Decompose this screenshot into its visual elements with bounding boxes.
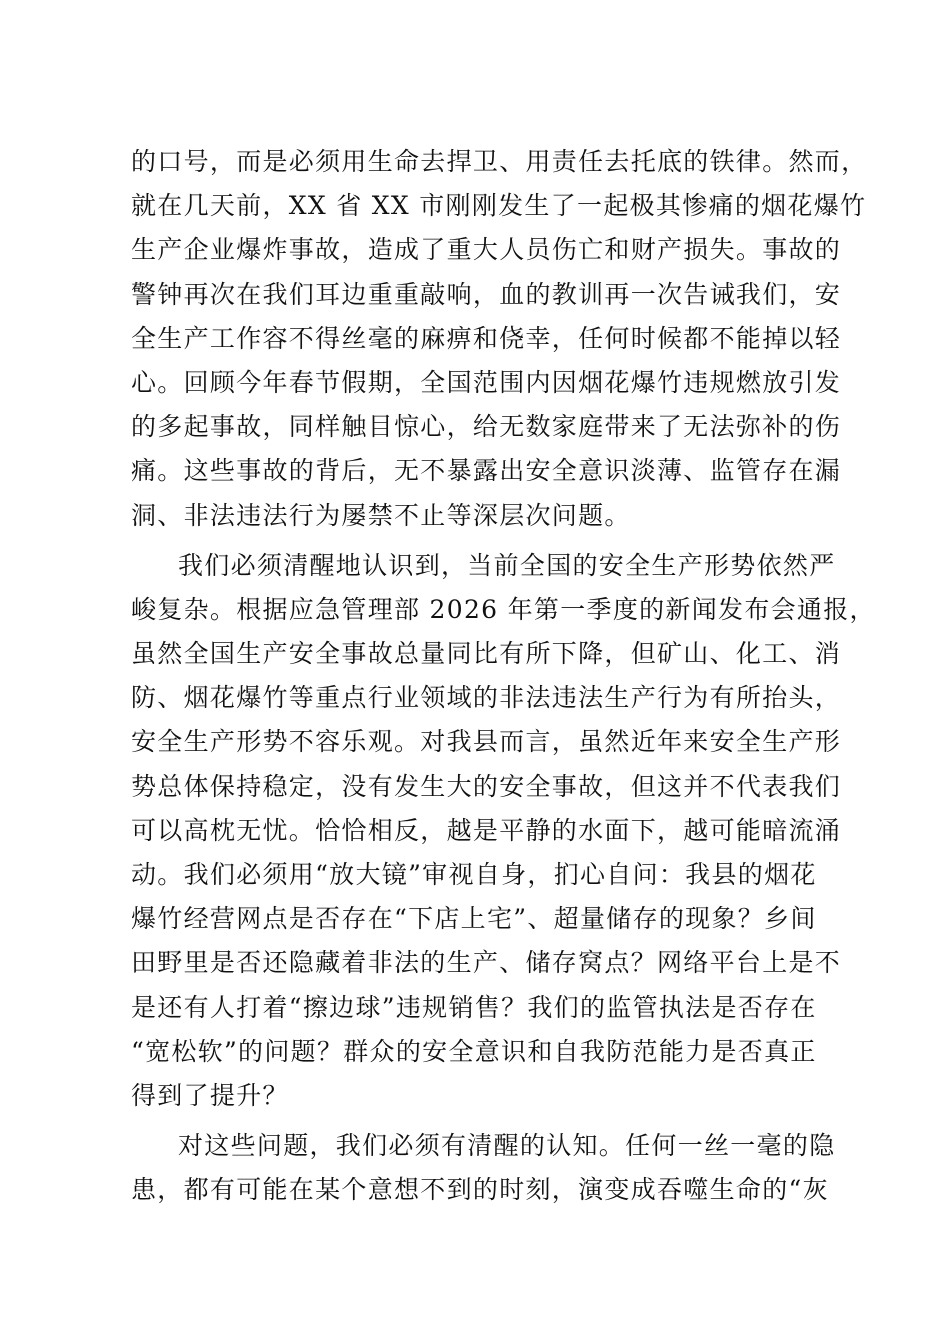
text-line: 就在几天前，XX 省 XX 市刚刚发生了一起极其惨痛的烟花爆竹: [131, 191, 867, 221]
text-line: 的口号，而是必须用生命去捍卫、用责任去托底的铁律。然而，: [131, 147, 868, 176]
text-line: “宽松软”的问题？群众的安全意识和自我防范能力是否真正: [131, 1036, 817, 1066]
text-line: 动。我们必须用“放大镜”审视自身，扪心自问：我县的烟花: [131, 860, 817, 889]
paragraph-1: [131, 140, 868, 538]
document-body: [131, 140, 876, 1213]
text-line: 势总体保持稳定，没有发生大的安全事故，但这并不代表我们: [131, 771, 842, 801]
text-line: 对这些问题，我们必须有清醒的认知。任何一丝一毫的隐: [178, 1131, 836, 1161]
text-line: 警钟再次在我们耳边重重敲响，血的教训再一次告诫我们，安: [131, 279, 842, 309]
text-line: 安全生产形势不容乐观。对我县而言，虽然近年来安全生产形: [131, 727, 842, 757]
text-line: 得到了提升？: [131, 1080, 289, 1110]
text-line: 田野里是否还隐藏着非法的生产、储存窝点？网络平台上是不: [131, 948, 842, 978]
text-line: 生产企业爆炸事故，造成了重大人员伤亡和财产损失。事故的: [131, 235, 842, 265]
text-line: 洞、非法违法行为屡禁不止等深层次问题。: [131, 500, 631, 530]
text-line: 峻复杂。根据应急管理部 2026 年第一季度的新闻发布会通报，: [131, 594, 876, 624]
text-line: 痛。这些事故的背后，无不暴露出安全意识淡薄、监管存在漏: [131, 456, 842, 486]
text-line: 爆竹经营网点是否存在“下店上宅”、超量储存的现象？乡间: [131, 904, 817, 934]
text-line: 我们必须清醒地认识到，当前全国的安全生产形势依然严: [178, 550, 836, 580]
paragraph-3: [131, 1124, 836, 1212]
text-line: 可以高枕无忧。恰恰相反，越是平静的水面下，越可能暗流涌: [131, 815, 842, 845]
text-line: 虽然全国生产安全事故总量同比有所下降，但矿山、化工、消: [131, 639, 842, 669]
text-line: 是还有人打着“擦边球”违规销售？我们的监管执法是否存在: [131, 992, 817, 1022]
text-line: 患，都有可能在某个意想不到的时刻，演变成吞噬生命的“灰: [131, 1175, 829, 1205]
paragraph-2: [131, 544, 876, 1118]
text-line: 全生产工作容不得丝毫的麻痹和侥幸，任何时候都不能掉以轻: [131, 323, 842, 353]
text-line: 防、烟花爆竹等重点行业领域的非法违法生产行为有所抬头，: [131, 683, 842, 713]
text-line: 的多起事故，同样触目惊心，给无数家庭带来了无法弥补的伤: [131, 412, 842, 442]
text-line: 心。回顾今年春节假期，全国范围内因烟花爆竹违规燃放引发: [131, 367, 842, 397]
